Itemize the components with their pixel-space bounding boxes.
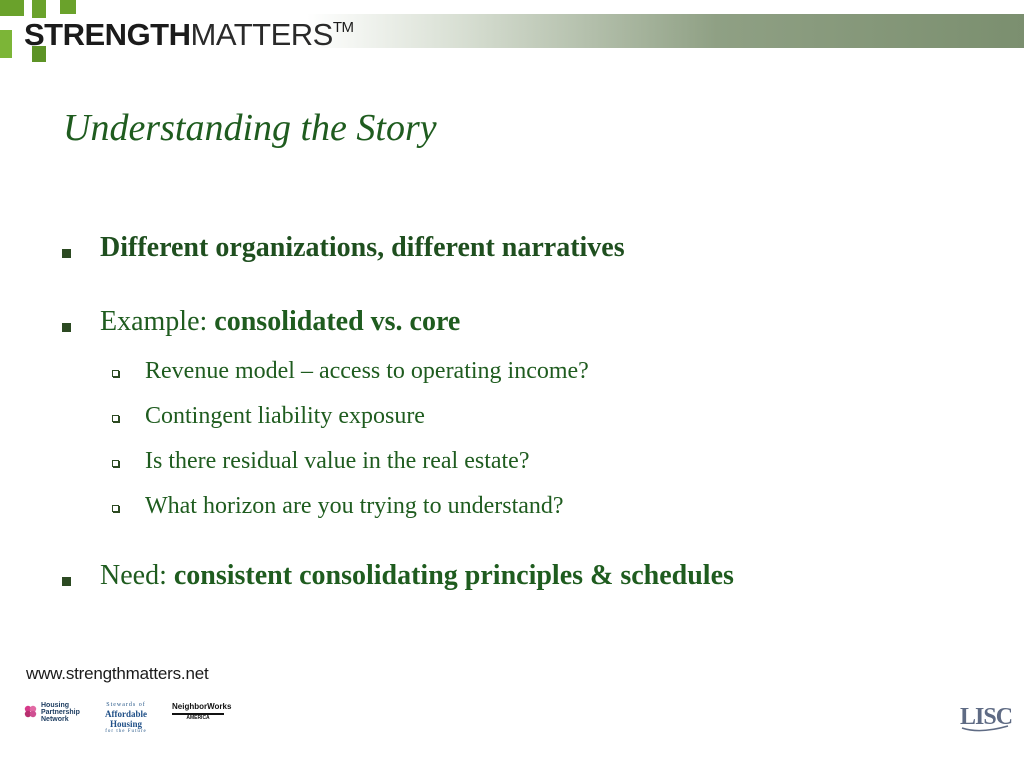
logo-trademark: TM: [332, 19, 354, 36]
bullet-text: [100, 306, 460, 338]
bullet-text: [100, 560, 734, 592]
neighborworks-logo: [172, 702, 232, 724]
slide-title: Understanding the Story: [63, 107, 437, 149]
hollow-square-bullet-icon: [112, 415, 119, 422]
logo-square: [60, 0, 76, 14]
logo-square: [0, 0, 24, 16]
strength-matters-logo: [24, 17, 353, 51]
hollow-square-bullet-icon: [112, 505, 119, 512]
hollow-square-bullet-icon: [112, 460, 119, 467]
affordable-housing-logo: [91, 702, 161, 734]
sub-bullet-text: Contingent liability exposure: [145, 403, 425, 429]
square-bullet-icon: [62, 577, 71, 586]
logo-square: [0, 30, 12, 58]
hollow-square-bullet-icon: [112, 370, 119, 377]
lisc-swoosh-icon: [960, 724, 1010, 734]
heart-house-icon: [24, 705, 37, 718]
bullet-prefix: Example:: [100, 306, 215, 337]
footer-url-link[interactable]: www.strengthmatters.net: [26, 664, 209, 683]
bullet-text: Different organizations, different narratives: [100, 232, 625, 263]
logo-square: [32, 0, 46, 18]
logo-matters: MATTERS: [190, 17, 333, 52]
bullet-emphasis: consistent consolidating principles & schedules: [173, 560, 734, 591]
sub-bullet-text: Is there residual value in the real estate?: [145, 448, 530, 474]
header-band: [0, 0, 1024, 62]
sub-bullet-text: Revenue model – access to operating income?: [145, 358, 589, 384]
ahf-logo-main: Affordable Housing: [105, 709, 147, 729]
square-bullet-icon: [62, 249, 71, 258]
bullet-prefix: Need:: [100, 560, 174, 591]
hpn-logo-text: Housing Partnership Network: [41, 702, 80, 723]
nw-logo-main: NeighborWorks: [172, 702, 224, 715]
sub-bullet-text: What horizon are you trying to understand?: [145, 493, 564, 519]
housing-partnership-network-logo: [24, 702, 84, 724]
bullet-emphasis: consolidated vs. core: [214, 306, 461, 337]
square-bullet-icon: [62, 323, 71, 332]
nw-logo-sub: AMERICA: [186, 715, 210, 721]
lisc-logo: LISC: [960, 704, 1013, 730]
logo-strength: STRENGTH: [24, 17, 191, 52]
ahf-logo-bottom: for the Future: [105, 729, 147, 734]
ahf-logo-top: Stewards of: [106, 702, 146, 708]
